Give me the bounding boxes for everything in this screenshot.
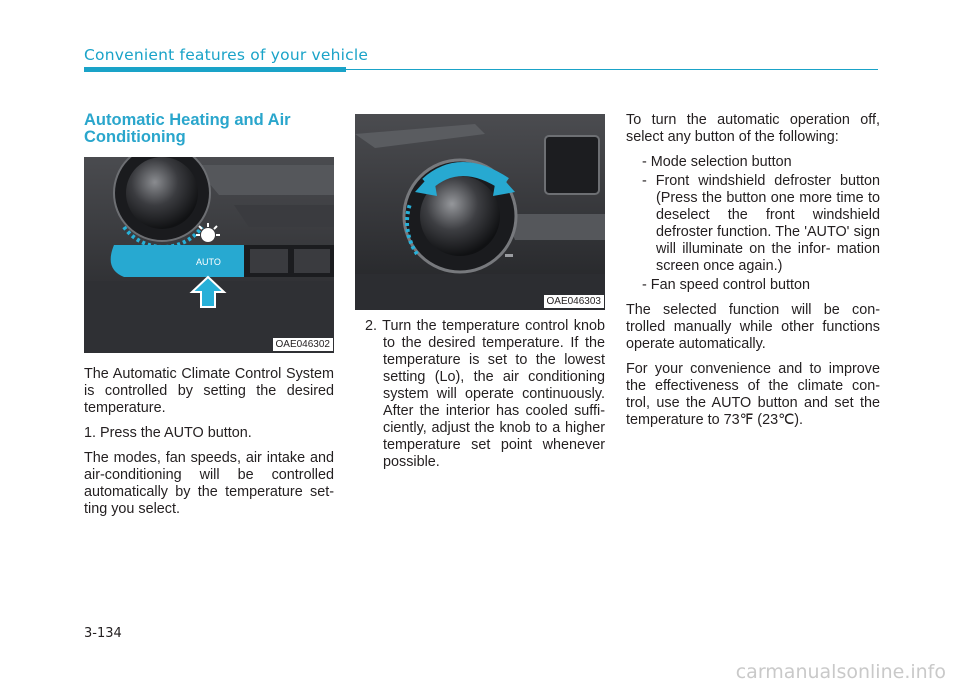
figure2-caption: OAE046303 [544,295,605,308]
figure-knob-illustration [355,114,605,310]
figure1-caption: OAE046302 [273,338,334,351]
figure-auto-illustration [84,157,334,353]
header-rule-thin [346,69,878,70]
list-item-defroster: - Front windshield defroster button (Press the button one more time to deselect the front windshield defroster function. The 'AUTO' sign will illuminate on the infor- mation screen once again.) [642,173,880,274]
tip-text: For your convenience and to improve the effectiveness of the climate con- trol, use the AUTO button and set the temperature to 73℉ (23℃). [626,361,880,428]
figure-auto-button [84,157,334,353]
figure-auto-label: AUTO [196,257,221,267]
off-intro-text: To turn the automatic operation off, select any button of the following: [626,112,880,145]
section-title: Automatic Heating and Air Conditioning [84,111,291,146]
list-item-mode: - Mode selection button [642,154,792,170]
step1-detail-text: The modes, fan speeds, air intake and air-conditioning will be controlled automatically by the temperature set- ting you select. [84,450,334,517]
step2-text: 2. Turn the temperature control knob to the desired temperature. If the temperature is set to the lowest setting (Lo), the air conditioning system will operate continuously. After the interior has cooled suffi- ciently, adjust the knob to a higher temperature set point whenever possible. [365,318,605,470]
step1-text: 1. Press the AUTO button. [84,425,252,441]
intro-text: The Automatic Climate Control System is controlled by setting the desired temperature. [84,366,334,416]
header-rule-thick [84,67,346,72]
figure-temperature-knob [355,114,605,310]
header-title: Convenient features of your vehicle [84,46,369,64]
list-item-fan: - Fan speed control button [642,277,810,293]
watermark: carmanualsonline.info [735,661,946,683]
page-number: 3-134 [84,626,122,641]
manual-text: The selected function will be con- trolled manually while other functions operate automatically. [626,302,880,352]
